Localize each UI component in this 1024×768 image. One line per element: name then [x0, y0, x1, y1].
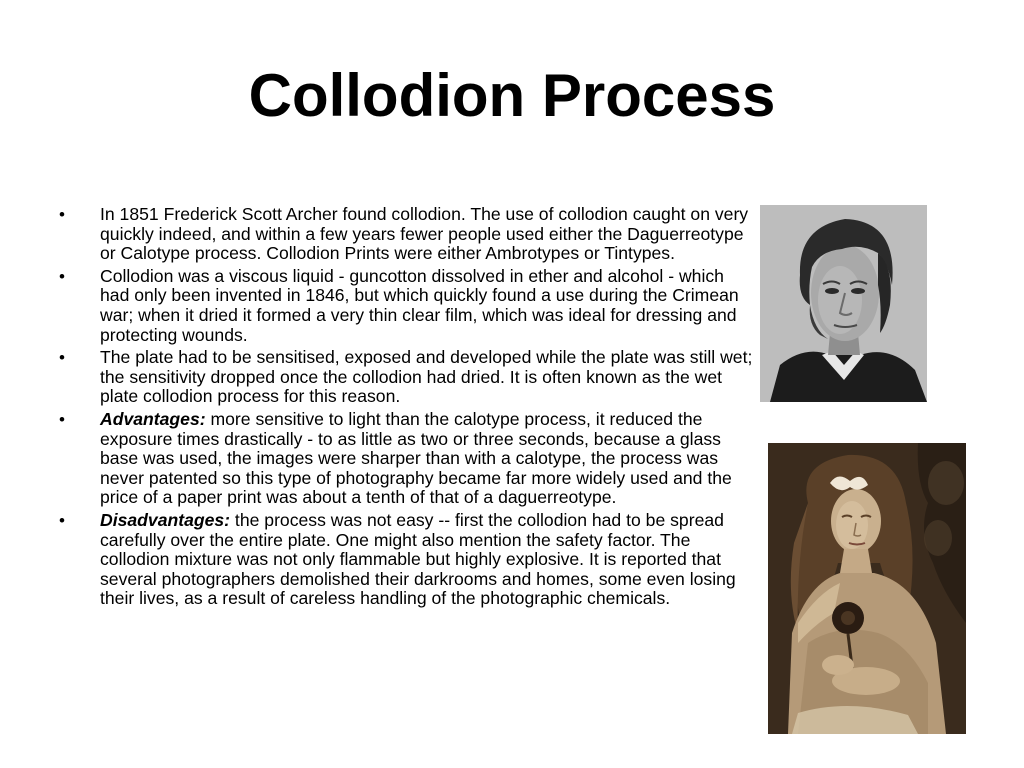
bullet-item [57, 267, 757, 345]
bullet-text: Collodion was a viscous liquid - guncotton dissolved in ether and alcohol - which had only been invented in 1846, but which quickly found a use during the Crimean war; when it dried it formed a very thin clear film, which was ideal for dressing and protecting wounds. [100, 265, 739, 345]
bullet-item [57, 348, 757, 407]
bullet-dot: • [59, 266, 65, 286]
bullet-dot: • [59, 510, 65, 530]
bullet-item [57, 511, 757, 609]
bullet-text: the process was not easy -- first the collodion had to be spread carefully over the entire plate. One might also mention the safety factor. The collodion mixture was not only flammable but highly explosive. It is reported that several photographers demolished their darkrooms and homes, some even losing their lives, as a result of careless handling of the photographic chemicals. [100, 509, 736, 609]
slide-title: Collodion Process [248, 62, 776, 129]
bullet-dot: • [59, 348, 65, 368]
archer-portrait-photo [760, 205, 927, 402]
woman-portrait-photo [768, 443, 966, 734]
bullet-dot: • [59, 409, 65, 429]
bullet-item [57, 410, 757, 508]
bullet-text: The plate had to be sensitised, exposed and developed while the plate was still wet; the sensitivity dropped once the collodion had dried. It is often known as the wet plate collodion process for this reason. [100, 347, 753, 407]
bullet-text: more sensitive to light than the calotype process, it reduced the exposure times drastically - to as little as two or three seconds, because a glass base was used, the images were sharper than with a calotype, the process was never patented so this type of photography became far more widely used and the price of a paper print was about a tenth of that of a daguerreotype. [100, 408, 732, 508]
bullet-list [57, 205, 757, 612]
bullet-dot: • [59, 205, 65, 224]
bullet-lead-advantages: Advantages: [100, 408, 206, 429]
bullet-lead-disadvantages: Disadvantages: [100, 509, 231, 530]
bullet-text: In 1851 Frederick Scott Archer found collodion. The use of collodion caught on very quickly indeed, and within a few years fewer people used either the Daguerreotype or Calotype process. Collodion Prints were either Ambrotypes or Tintypes. [100, 204, 749, 264]
bullet-item [57, 205, 757, 264]
